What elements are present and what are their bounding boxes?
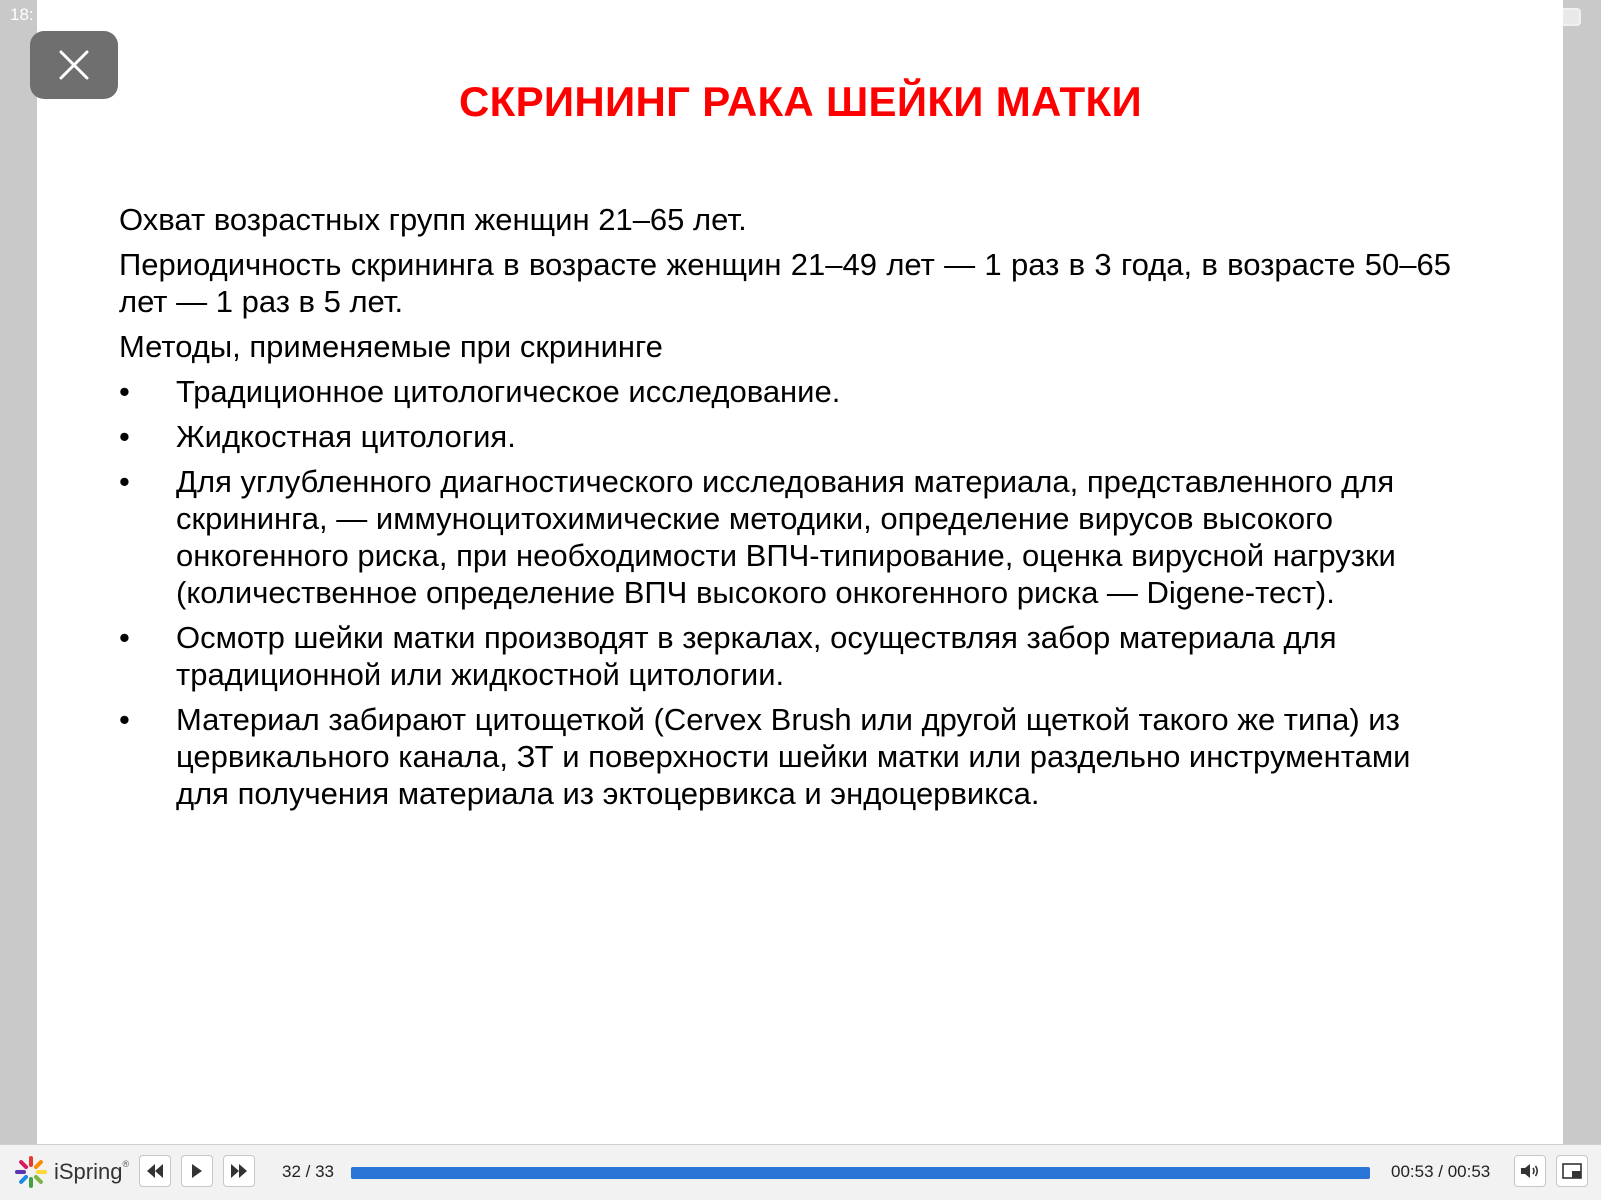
list-item (119, 418, 1451, 455)
time-readout: 00:53 / 00:53 (1391, 1162, 1491, 1181)
previous-slide-button[interactable] (139, 1155, 171, 1187)
bullet-icon: • (119, 419, 130, 454)
list-item-text: Жидкостная цитология. (176, 419, 516, 454)
paragraph-methods-heading: Методы, применяемые при скрининге (119, 329, 663, 364)
close-icon (59, 50, 89, 80)
next-icon (230, 1164, 248, 1178)
list-item (119, 463, 1451, 611)
list-item-text: Традиционное цитологическое исследование. (176, 374, 841, 409)
player-bar (0, 1144, 1601, 1200)
paragraph-age-groups: Охват возрастных групп женщин 21–65 лет. (119, 202, 747, 237)
play-button[interactable] (181, 1155, 213, 1187)
volume-icon (1520, 1163, 1540, 1179)
progress-bar[interactable] (351, 1167, 1370, 1179)
bullet-icon: • (119, 374, 130, 409)
status-time: 18: (10, 5, 34, 24)
slide-title: СКРИНИНГ РАКА ШЕЙКИ МАТКИ (459, 78, 1142, 125)
bullet-icon: • (119, 464, 130, 499)
list-item-text: Осмотр шейки матки производят в зеркалах, осуществляя забор материала для традиционной или жидкостной цитологии. (176, 620, 1337, 692)
volume-button[interactable] (1514, 1155, 1546, 1187)
list-item (119, 619, 1451, 693)
list-item (119, 701, 1451, 812)
slide-counter: 32 / 33 (282, 1162, 334, 1181)
ispring-logo-text: iSpring® (54, 1159, 130, 1184)
previous-icon (146, 1164, 164, 1178)
progress-fill (351, 1167, 1370, 1179)
methods-list (119, 373, 1451, 812)
ispring-flower-icon (14, 1155, 48, 1189)
list-item-text: Материал забирают цитощеткой (Cervex Brush или другой щеткой такого же типа) из цервикального канала, ЗТ и поверхности шейки матки или раздельно инструментами для получения материала из эктоцервикса и эндоцервикса. (176, 702, 1411, 811)
list-item (119, 373, 1451, 410)
fullscreen-icon (1562, 1163, 1582, 1179)
ispring-logo (14, 1155, 129, 1189)
list-item-text: Для углубленного диагностического исследования материала, представленного для скрининга, — иммуноцитохимические методики, определение вирусов высокого онкогенного риска, при необходимости ВПЧ-типирование, оценка вирусной нагрузки (количественное определение ВПЧ высокого онкогенного риска — Digene-тест). (176, 464, 1396, 610)
bullet-icon: • (119, 702, 130, 737)
play-icon (191, 1164, 203, 1178)
paragraph-periodicity: Периодичность скрининга в возрасте женщин 21–49 лет — 1 раз в 3 года, в возрасте 50–65 лет — 1 раз в 5 лет. (119, 247, 1451, 319)
slide-content (119, 201, 1451, 820)
bullet-icon: • (119, 620, 130, 655)
next-slide-button[interactable] (223, 1155, 255, 1187)
fullscreen-button[interactable] (1556, 1155, 1588, 1187)
